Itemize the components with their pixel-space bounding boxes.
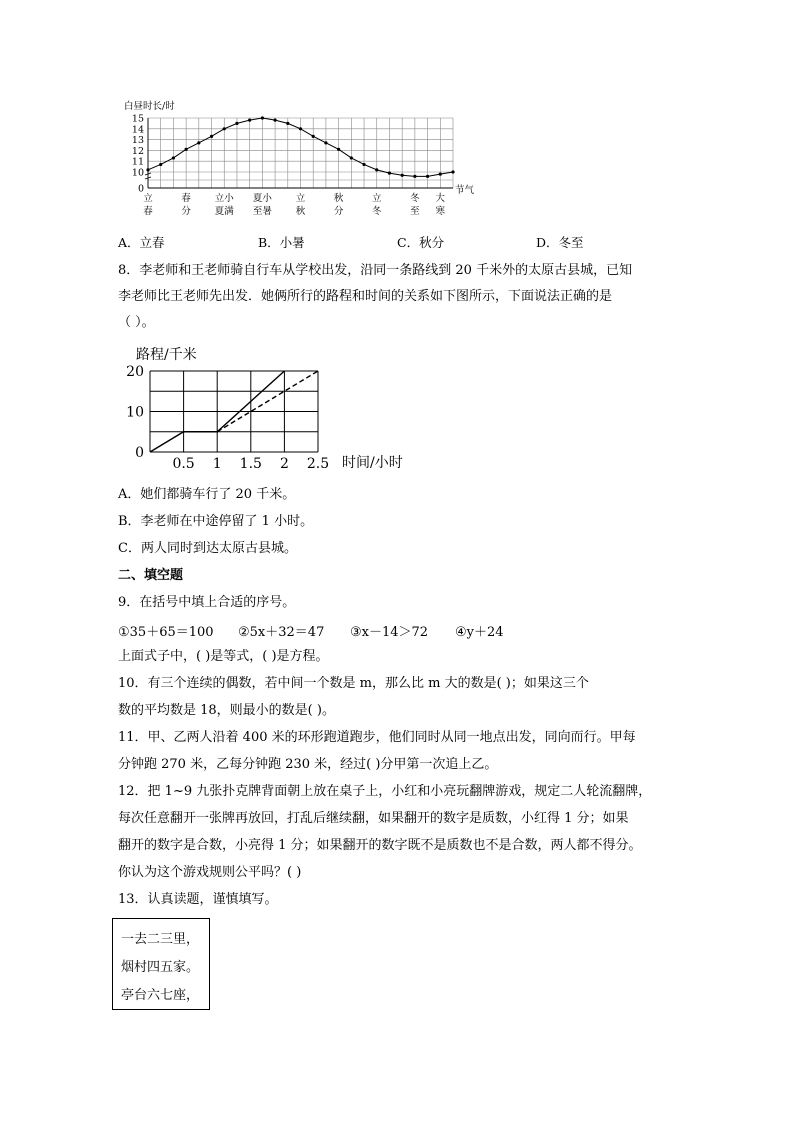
daylight-data-point bbox=[401, 174, 404, 177]
daylight-x-label-top: 冬 bbox=[410, 193, 420, 204]
daylight-x-label-top: 立 bbox=[143, 193, 153, 204]
daylight-y-tick-label: 11 bbox=[131, 156, 144, 168]
q9-item-4: ④y＋24 bbox=[455, 625, 504, 640]
q9-item-3: ③x－14＞72 bbox=[350, 625, 429, 640]
daylight-data-point bbox=[223, 127, 226, 130]
q9-line-1: 9．在括号中填上合适的序号。 bbox=[118, 595, 296, 610]
distance-grid bbox=[150, 371, 318, 452]
q8-option-c: C．两人同时到达太原古县城。 bbox=[118, 541, 297, 556]
daylight-y-tick-label: 15 bbox=[131, 113, 144, 125]
q11-line-2: 分钟跑 270 米，乙每分钟跑 230 米，经过( )分甲第一次追上乙。 bbox=[118, 757, 498, 772]
daylight-data-point bbox=[261, 116, 264, 119]
daylight-x-label-bottom: 夏满 bbox=[214, 206, 234, 217]
daylight-data-point bbox=[312, 135, 315, 138]
daylight-x-label-top: 秋 bbox=[333, 193, 344, 204]
q9-line-3: 上面式子中，( )是等式，( )是方程。 bbox=[118, 649, 329, 664]
daylight-data-point bbox=[273, 119, 276, 122]
section-2-title: 二、填空题 bbox=[118, 568, 184, 583]
daylight-data-point bbox=[299, 127, 302, 130]
daylight-y-ticks bbox=[132, 114, 144, 195]
daylight-data-point bbox=[248, 119, 251, 122]
distance-x-tick-label: 2.5 bbox=[306, 456, 330, 472]
poem-line-3: 亭台六七座， bbox=[121, 988, 200, 1003]
poem-line-1: 一去二三里， bbox=[121, 932, 200, 947]
daylight-x-label-top: 春 bbox=[181, 193, 191, 204]
daylight-data-point bbox=[337, 148, 340, 151]
daylight-data-point bbox=[286, 122, 289, 125]
daylight-data-point bbox=[426, 175, 429, 178]
q7-option-c: C．秋分 bbox=[397, 235, 445, 250]
q9-item-2: ②5x＋32＝47 bbox=[238, 625, 325, 640]
daylight-x-axis-label: 节气 bbox=[455, 185, 475, 196]
daylight-y-tick-label: 10 bbox=[131, 167, 144, 179]
q12-line-4: 你认为这个游戏规则公平吗？( ) bbox=[118, 865, 302, 880]
distance-x-tick-label: 1.5 bbox=[239, 456, 262, 472]
q10-line-2: 数的平均数是 18，则最小的数是( )。 bbox=[118, 703, 335, 718]
q12-line-1: 12．把 1~9 九张扑克牌背面朝上放在桌子上，小红和小亮玩翻牌游戏，规定二人轮流翻牌， bbox=[118, 784, 652, 799]
daylight-data-point bbox=[210, 135, 213, 138]
daylight-y-tick-label: 0 bbox=[137, 183, 144, 195]
daylight-data-point bbox=[413, 175, 416, 178]
daylight-x-label-bottom: 冬 bbox=[371, 206, 382, 217]
distance-y-ticks bbox=[126, 364, 144, 461]
daylight-x-label-top: 立 bbox=[371, 193, 382, 204]
poem-box bbox=[112, 918, 210, 1010]
daylight-data-point bbox=[235, 122, 238, 125]
distance-y-tick-label: 0 bbox=[135, 445, 144, 461]
daylight-x-label-bottom: 寒 bbox=[435, 206, 446, 217]
q10-line-1: 10．有三个连续的偶数，若中间一个数是 m，那么比 m 大的数是( )；如果这三个 bbox=[118, 676, 589, 691]
q9-item-1: ①35＋65＝100 bbox=[118, 625, 214, 640]
q11-line-1: 11．甲、乙两人沿着 400 米的环形跑道跑步，他们同时从同一地点出发，同向而行。甲每 bbox=[118, 730, 636, 745]
q8-line-1: 8．李老师和王老师骑自行车从学校出发，沿同一条路线到 20 千米外的太原古县城，已知 bbox=[118, 263, 633, 278]
daylight-data-point bbox=[388, 171, 391, 174]
poem-line-2: 烟村四五家。 bbox=[121, 960, 200, 975]
daylight-x-label-bottom: 分 bbox=[181, 206, 191, 217]
daylight-data-point bbox=[172, 156, 175, 159]
distance-y-tick-label: 20 bbox=[126, 364, 144, 380]
distance-chart-xlabel: 时间/小时 bbox=[342, 455, 403, 471]
daylight-data-point bbox=[197, 141, 200, 144]
daylight-data-point bbox=[159, 163, 162, 166]
daylight-data-point bbox=[185, 148, 188, 151]
q12-line-3: 翻开的数字是合数，小亮得 1 分；如果翻开的数字既不是质数也不是合数，两人都不得分。 bbox=[118, 838, 642, 853]
daylight-data-point bbox=[439, 173, 442, 176]
q12-line-2: 每次任意翻开一张牌再放回，打乱后继续翻，如果翻开的数字是质数，小红得 1 分；如果 bbox=[118, 811, 629, 826]
daylight-x-label-bottom: 至暑 bbox=[252, 206, 272, 217]
daylight-data-point bbox=[375, 168, 378, 171]
q13-line-1: 13．认真读题，谨慎填写。 bbox=[118, 892, 278, 907]
q8-line-3: （ ）。 bbox=[118, 315, 155, 330]
distance-x-tick-label: 1 bbox=[212, 456, 222, 472]
daylight-x-label-top: 立小 bbox=[214, 193, 234, 204]
q8-option-a: A．她们都骑车行了 20 千米。 bbox=[118, 487, 296, 502]
daylight-data-point bbox=[362, 163, 365, 166]
distance-y-tick-label: 10 bbox=[126, 404, 144, 421]
daylight-chart-title: 白昼时长/时 bbox=[124, 101, 175, 112]
daylight-data-point bbox=[146, 168, 149, 171]
distance-x-ticks bbox=[172, 456, 329, 472]
daylight-data-point bbox=[350, 156, 353, 159]
daylight-data-point bbox=[451, 170, 454, 173]
daylight-y-tick-label: 14 bbox=[131, 124, 144, 136]
distance-series-wang-dashed bbox=[217, 371, 318, 432]
daylight-y-tick-label: 12 bbox=[131, 145, 144, 157]
daylight-x-label-bottom: 春 bbox=[143, 206, 153, 217]
distance-x-tick-label: 2 bbox=[279, 456, 289, 472]
q7-option-b: B．小暑 bbox=[258, 235, 305, 250]
q8-option-b: B．李老师在中途停留了 1 小时。 bbox=[118, 514, 314, 529]
daylight-x-label-top: 立 bbox=[295, 193, 306, 204]
q7-option-d: D．冬至 bbox=[536, 235, 584, 250]
daylight-y-tick-label: 13 bbox=[131, 135, 144, 147]
q8-line-2: 李老师比王老师先出发．她俩所行的路程和时间的关系如下图所示，下面说法正确的是 bbox=[118, 289, 613, 304]
daylight-x-label-top: 夏小 bbox=[252, 193, 272, 204]
distance-x-tick-label: 0.5 bbox=[172, 456, 195, 472]
distance-chart bbox=[118, 340, 418, 474]
daylight-chart bbox=[118, 96, 488, 222]
daylight-x-label-bottom: 至 bbox=[410, 206, 420, 217]
daylight-x-label-top: 大 bbox=[435, 193, 446, 204]
daylight-x-labels bbox=[143, 192, 445, 217]
q7-option-a: A．立春 bbox=[118, 235, 165, 250]
daylight-x-label-bottom: 秋 bbox=[295, 206, 306, 217]
daylight-data-point bbox=[324, 141, 327, 144]
daylight-x-label-bottom: 分 bbox=[333, 206, 344, 217]
distance-chart-ylabel: 路程/千米 bbox=[136, 347, 197, 363]
